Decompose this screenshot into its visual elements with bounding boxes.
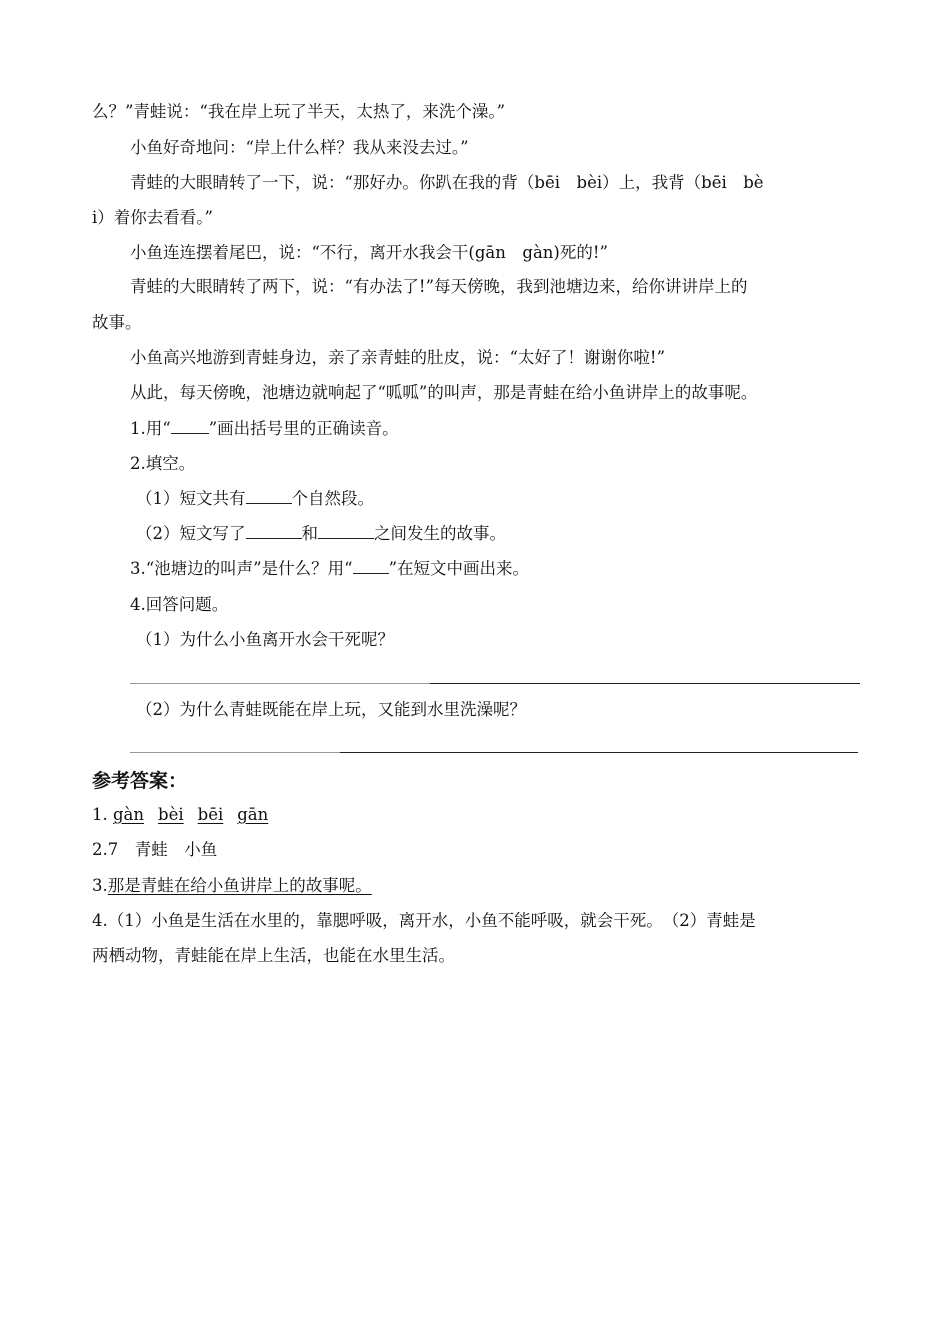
story-line: 青蛙的大眼睛转了一下，说：“那好办。你趴在我的背（bēi bèi）上，我背（bēi bè <box>130 173 764 192</box>
answer-blank[interactable] <box>353 557 389 574</box>
pinyin-answer: gàn <box>113 805 145 824</box>
question-1 <box>130 417 862 441</box>
underlined-sentence: 那是青蛙在给小鱼讲岸上的故事呢。 <box>107 876 372 895</box>
question-text: （2）短文写了 <box>136 524 246 543</box>
question-text: 之间发生的故事。 <box>374 524 506 543</box>
answer-4-cont: 两栖动物，青蛙能在岸上生活，也能在水里生活。 <box>92 946 455 965</box>
answer-2: 2.7 青蛙 小鱼 <box>92 840 218 859</box>
question-2: 2.填空。 <box>130 454 196 473</box>
pinyin-answer: gān <box>237 805 269 824</box>
question-text: 和 <box>301 524 318 543</box>
question-3 <box>130 557 862 581</box>
question-2-1 <box>136 487 906 511</box>
answer-1 <box>92 803 862 827</box>
pinyin-answer: bēi <box>197 805 224 824</box>
story-line: 故事。 <box>92 313 142 332</box>
story-line: 小鱼连连摆着尾巴，说：“不行，离开水我会干(gān gàn)死的!” <box>130 243 608 262</box>
story-line: i）着你去看看。” <box>92 208 213 227</box>
answer-blank[interactable] <box>318 522 374 539</box>
answer-blank[interactable] <box>171 417 209 434</box>
answer-line[interactable] <box>340 752 858 753</box>
answer-3 <box>92 874 862 898</box>
answer-line[interactable] <box>130 683 430 684</box>
pinyin-answer: bèi <box>158 805 184 824</box>
question-text: 个自然段。 <box>291 489 374 508</box>
answer-blank[interactable] <box>246 487 292 504</box>
answer-line[interactable] <box>430 683 860 684</box>
question-text: ”画出括号里的正确读音。 <box>208 419 399 438</box>
story-line: 么？”青蛙说：“我在岸上玩了半天，太热了，来洗个澡。” <box>92 102 506 121</box>
question-text: ”在短文中画出来。 <box>388 559 529 578</box>
story-line: 从此，每天傍晚，池塘边就响起了“呱呱”的叫声，那是青蛙在给小鱼讲岸上的故事呢。 <box>130 383 758 402</box>
answer-4: 4.（1）小鱼是生活在水里的，靠腮呼吸，离开水，小鱼不能呼吸，就会干死。 （2）青蛙是 <box>92 911 756 930</box>
answer-number: 3. <box>92 876 108 895</box>
answer-line[interactable] <box>130 752 340 753</box>
story-line: 小鱼好奇地问：“岸上什么样？我从来没去过。” <box>130 138 469 157</box>
question-4: 4.回答问题。 <box>130 595 229 614</box>
question-text: 3.“池塘边的叫声”是什么？用“ <box>130 559 353 578</box>
question-text: 1.用“ <box>130 419 171 438</box>
question-4-2: （2）为什么青蛙既能在岸上玩，又能到水里洗澡呢？ <box>136 700 526 719</box>
story-line: 青蛙的大眼睛转了两下，说：“有办法了!”每天傍晚，我到池塘边来，给你讲讲岸上的 <box>130 277 748 296</box>
story-line: 小鱼高兴地游到青蛙身边，亲了亲青蛙的肚皮，说：“太好了！谢谢你啦!” <box>130 348 666 367</box>
answer-number: 1. <box>92 805 108 824</box>
question-4-1: （1）为什么小鱼离开水会干死呢？ <box>136 630 394 649</box>
answer-heading: 参考答案： <box>92 770 188 792</box>
question-2-2 <box>136 522 906 546</box>
answer-blank[interactable] <box>246 522 302 539</box>
question-text: （1）短文共有 <box>136 489 246 508</box>
